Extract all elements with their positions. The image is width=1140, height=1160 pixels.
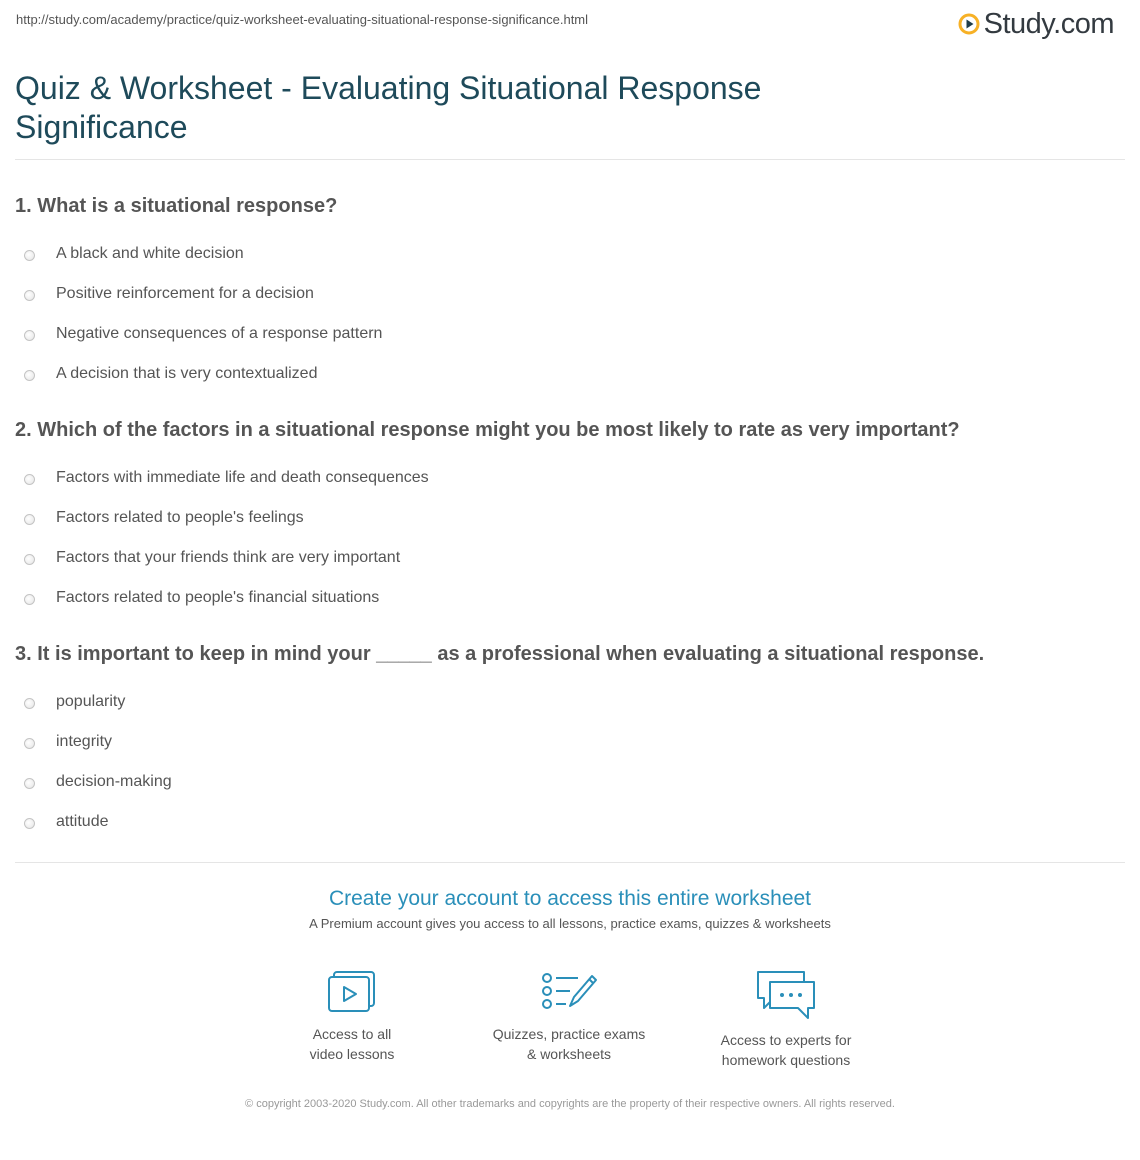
radio-button[interactable]: [24, 778, 35, 789]
answer-option[interactable]: [15, 723, 1115, 763]
answer-label: attitude: [56, 812, 109, 830]
question-text: 3. It is important to keep in mind your _____ as a professional when evaluating a situational response.: [15, 643, 985, 665]
answer-option[interactable]: [15, 499, 1115, 539]
question-1: [15, 194, 1115, 395]
page-title: Quiz & Worksheet - Evaluating Situational Response Significance: [15, 70, 762, 145]
answer-option[interactable]: [15, 315, 1115, 355]
answer-label: Negative consequences of a response pattern: [56, 324, 383, 342]
answer-option[interactable]: [15, 683, 1115, 723]
create-account-link[interactable]: Create your account to access this entire worksheet: [328, 887, 812, 910]
radio-button[interactable]: [24, 554, 35, 565]
answer-label: Factors related to people's financial situations: [56, 588, 380, 606]
answer-option[interactable]: [15, 803, 1115, 843]
answer-label: A black and white decision: [56, 244, 244, 262]
feature-label: Quizzes, practice exams & worksheets: [492, 1026, 646, 1062]
question-text: 1. What is a situational response?: [15, 195, 338, 217]
answer-option[interactable]: [15, 235, 1115, 275]
feature-quizzes: [469, 968, 669, 1064]
feature-label: Access to experts for homework questions: [720, 1032, 852, 1068]
question-text: 2. Which of the factors in a situational response might you be most likely to rate as very important?: [15, 419, 960, 441]
radio-button[interactable]: [24, 698, 35, 709]
answer-label: decision-making: [56, 772, 172, 790]
cta-divider: [15, 862, 1125, 863]
radio-button[interactable]: [24, 370, 35, 381]
video-lessons-icon: [325, 968, 379, 1014]
page-header: [0, 0, 1140, 50]
page-url: http://study.com/academy/practice/quiz-worksheet-evaluating-situational-response-significance.html: [16, 12, 589, 27]
answer-label: Factors with immediate life and death consequences: [56, 468, 429, 486]
answer-option[interactable]: [15, 355, 1115, 395]
question-3: [15, 642, 1115, 843]
radio-button[interactable]: [24, 250, 35, 261]
radio-button[interactable]: [24, 330, 35, 341]
logo-text: Study.com: [983, 8, 1114, 40]
answer-label: Factors that your friends think are very important: [56, 548, 401, 566]
answer-label: popularity: [56, 692, 126, 710]
radio-button[interactable]: [24, 738, 35, 749]
quiz-checklist-icon: [540, 968, 598, 1014]
radio-button[interactable]: [24, 818, 35, 829]
signup-cta: [0, 885, 1140, 931]
answer-option[interactable]: [15, 275, 1115, 315]
radio-button[interactable]: [24, 594, 35, 605]
chat-bubbles-icon: [754, 968, 818, 1020]
answer-option[interactable]: [15, 579, 1115, 619]
copyright-footer: © copyright 2003-2020 Study.com. All other trademarks and copyrights are the property of their respective owners. All rights reserved.: [245, 1098, 895, 1110]
feature-video-lessons: [252, 968, 452, 1064]
answer-option[interactable]: [15, 763, 1115, 803]
radio-button[interactable]: [24, 474, 35, 485]
cta-subtext: A Premium account gives you access to all lessons, practice exams, quizzes & worksheets: [309, 916, 831, 931]
feature-label: Access to all video lessons: [309, 1026, 395, 1062]
radio-button[interactable]: [24, 514, 35, 525]
title-divider: [15, 159, 1125, 160]
answer-label: Positive reinforcement for a decision: [56, 284, 314, 302]
study-logo[interactable]: [958, 8, 1114, 40]
answer-label: Factors related to people's feelings: [56, 508, 304, 526]
answer-list: [15, 683, 1115, 843]
answer-option[interactable]: [15, 459, 1115, 499]
play-circle-icon: [958, 13, 980, 35]
question-2: [15, 418, 1115, 619]
radio-button[interactable]: [24, 290, 35, 301]
answer-label: integrity: [56, 732, 113, 750]
answer-label: A decision that is very contextualized: [56, 364, 318, 382]
answer-option[interactable]: [15, 539, 1115, 579]
feature-experts: [686, 968, 886, 1070]
answer-list: [15, 235, 1115, 395]
answer-list: [15, 459, 1115, 619]
